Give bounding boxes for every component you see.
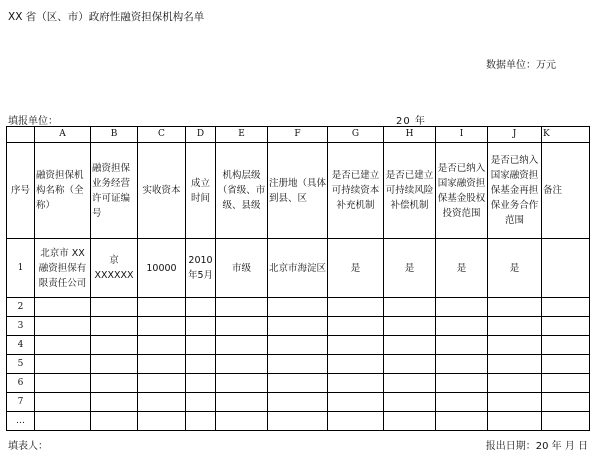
table-row xyxy=(7,393,590,412)
table-cell xyxy=(542,298,590,317)
table-row xyxy=(7,336,590,355)
table-cell xyxy=(35,336,91,355)
table-cell xyxy=(436,298,488,317)
table-cell xyxy=(488,393,542,412)
table-cell xyxy=(488,374,542,393)
table-cell xyxy=(186,336,216,355)
row-seq: 7 xyxy=(7,393,35,412)
table-cell xyxy=(488,298,542,317)
table-cell: 2010年5月 xyxy=(186,239,216,298)
table-cell xyxy=(91,336,138,355)
table-cell xyxy=(542,374,590,393)
signer-label: 填表人： xyxy=(8,441,48,452)
table-cell xyxy=(35,412,91,431)
table-cell xyxy=(138,393,186,412)
table-cell xyxy=(216,412,268,431)
table-cell xyxy=(436,374,488,393)
table-cell: 京 XXXXXX xyxy=(91,239,138,298)
column-header: 机构层级（省级、市级、县级 xyxy=(216,143,268,239)
table-cell xyxy=(328,355,384,374)
column-letter-row xyxy=(7,127,590,143)
table-cell xyxy=(542,239,590,298)
table-row xyxy=(7,355,590,374)
column-header: 是否已建立可持续资本补充机制 xyxy=(328,143,384,239)
table-cell xyxy=(328,374,384,393)
table-cell xyxy=(542,412,590,431)
table-cell xyxy=(138,412,186,431)
table-cell xyxy=(216,336,268,355)
table-cell xyxy=(216,298,268,317)
table-cell xyxy=(328,412,384,431)
seq-header: 序号 xyxy=(7,143,35,239)
table-cell xyxy=(328,336,384,355)
table-cell xyxy=(384,336,436,355)
filler-unit-label: 填报单位： xyxy=(8,116,58,127)
column-letter: J xyxy=(488,127,542,143)
table-cell xyxy=(35,317,91,336)
table-cell xyxy=(186,317,216,336)
row-seq: … xyxy=(7,412,35,431)
table-cell xyxy=(384,374,436,393)
column-letter: G xyxy=(328,127,384,143)
table-cell xyxy=(91,412,138,431)
table-cell xyxy=(268,412,328,431)
table-cell: 是 xyxy=(488,239,542,298)
table-cell xyxy=(488,355,542,374)
table-cell xyxy=(384,412,436,431)
column-header: 注册地（具体到县、区 xyxy=(268,143,328,239)
column-header: 融资担保机构名称（全称） xyxy=(35,143,91,239)
table-cell xyxy=(138,355,186,374)
column-letter: K xyxy=(542,127,590,143)
column-letter: H xyxy=(384,127,436,143)
column-letter: D xyxy=(186,127,216,143)
table-cell xyxy=(488,412,542,431)
table-cell xyxy=(138,317,186,336)
row-seq: 6 xyxy=(7,374,35,393)
table-cell xyxy=(384,355,436,374)
table-cell xyxy=(328,393,384,412)
table-cell xyxy=(216,393,268,412)
table-cell xyxy=(488,317,542,336)
table-cell xyxy=(436,355,488,374)
table-cell xyxy=(138,374,186,393)
report-date-label: 报出日期：20 年 月 日 xyxy=(485,441,588,452)
column-letter: I xyxy=(436,127,488,143)
table-cell xyxy=(268,317,328,336)
table-cell xyxy=(186,374,216,393)
table-cell xyxy=(436,393,488,412)
column-header: 是否已建立可持续风险补偿机制 xyxy=(384,143,436,239)
row-seq: 5 xyxy=(7,355,35,374)
column-header: 融资担保业务经营许可证编号 xyxy=(91,143,138,239)
table-cell xyxy=(35,374,91,393)
table-cell xyxy=(138,336,186,355)
table-cell xyxy=(216,374,268,393)
table-cell xyxy=(138,298,186,317)
table-cell xyxy=(91,355,138,374)
table-cell: 是 xyxy=(384,239,436,298)
table-cell xyxy=(91,393,138,412)
table-cell xyxy=(384,317,436,336)
table-cell: 北京市 XX 融资担保有限责任公司 xyxy=(35,239,91,298)
table-cell xyxy=(91,298,138,317)
table-row xyxy=(7,412,590,431)
form-title: XX 省（区、市）政府性融资担保机构名单 xyxy=(8,11,205,23)
table-cell xyxy=(436,317,488,336)
table-cell: 是 xyxy=(328,239,384,298)
row-seq: 2 xyxy=(7,298,35,317)
table-cell xyxy=(91,317,138,336)
column-letter: E xyxy=(216,127,268,143)
table-row xyxy=(7,374,590,393)
table-row xyxy=(7,298,590,317)
table-cell xyxy=(542,317,590,336)
table-cell xyxy=(186,393,216,412)
table-cell xyxy=(542,336,590,355)
table-cell xyxy=(328,317,384,336)
table-cell xyxy=(216,317,268,336)
table-cell xyxy=(268,393,328,412)
table-cell xyxy=(268,355,328,374)
column-letter: B xyxy=(91,127,138,143)
table-cell xyxy=(268,298,328,317)
column-header: 是否已纳入国家融资担保基金再担保业务合作范围 xyxy=(488,143,542,239)
table-cell: 10000 xyxy=(138,239,186,298)
table-cell: 北京市海淀区 xyxy=(268,239,328,298)
row-seq: 1 xyxy=(7,239,35,298)
table-cell xyxy=(268,374,328,393)
table-cell xyxy=(35,393,91,412)
table-cell xyxy=(186,412,216,431)
table-cell xyxy=(436,336,488,355)
column-letter: C xyxy=(138,127,186,143)
column-header-row xyxy=(7,143,590,239)
column-header: 是否已纳入国家融资担保基金股权投资范围 xyxy=(436,143,488,239)
column-header: 实收资本 xyxy=(138,143,186,239)
table-cell xyxy=(186,298,216,317)
table-row xyxy=(7,317,590,336)
data-unit-label: 数据单位：万元 xyxy=(486,60,556,71)
table-cell xyxy=(542,393,590,412)
table-cell xyxy=(91,374,138,393)
table-cell: 市级 xyxy=(216,239,268,298)
column-header: 成立时间 xyxy=(186,143,216,239)
row-seq: 3 xyxy=(7,317,35,336)
table-cell xyxy=(216,355,268,374)
row-seq: 4 xyxy=(7,336,35,355)
table-cell xyxy=(384,393,436,412)
table-row xyxy=(7,239,590,298)
table-cell: 是 xyxy=(436,239,488,298)
table-cell xyxy=(488,336,542,355)
table-cell xyxy=(542,355,590,374)
column-letter: F xyxy=(268,127,328,143)
letter-cell-blank xyxy=(7,127,35,143)
column-header: 备注 xyxy=(542,143,590,239)
table-cell xyxy=(436,412,488,431)
column-letter: A xyxy=(35,127,91,143)
institution-list-table xyxy=(6,126,590,431)
year-label: 20 年 xyxy=(396,116,426,127)
table-cell xyxy=(35,355,91,374)
table-cell xyxy=(186,355,216,374)
table-cell xyxy=(268,336,328,355)
table-cell xyxy=(328,298,384,317)
table-cell xyxy=(35,298,91,317)
table-cell xyxy=(384,298,436,317)
